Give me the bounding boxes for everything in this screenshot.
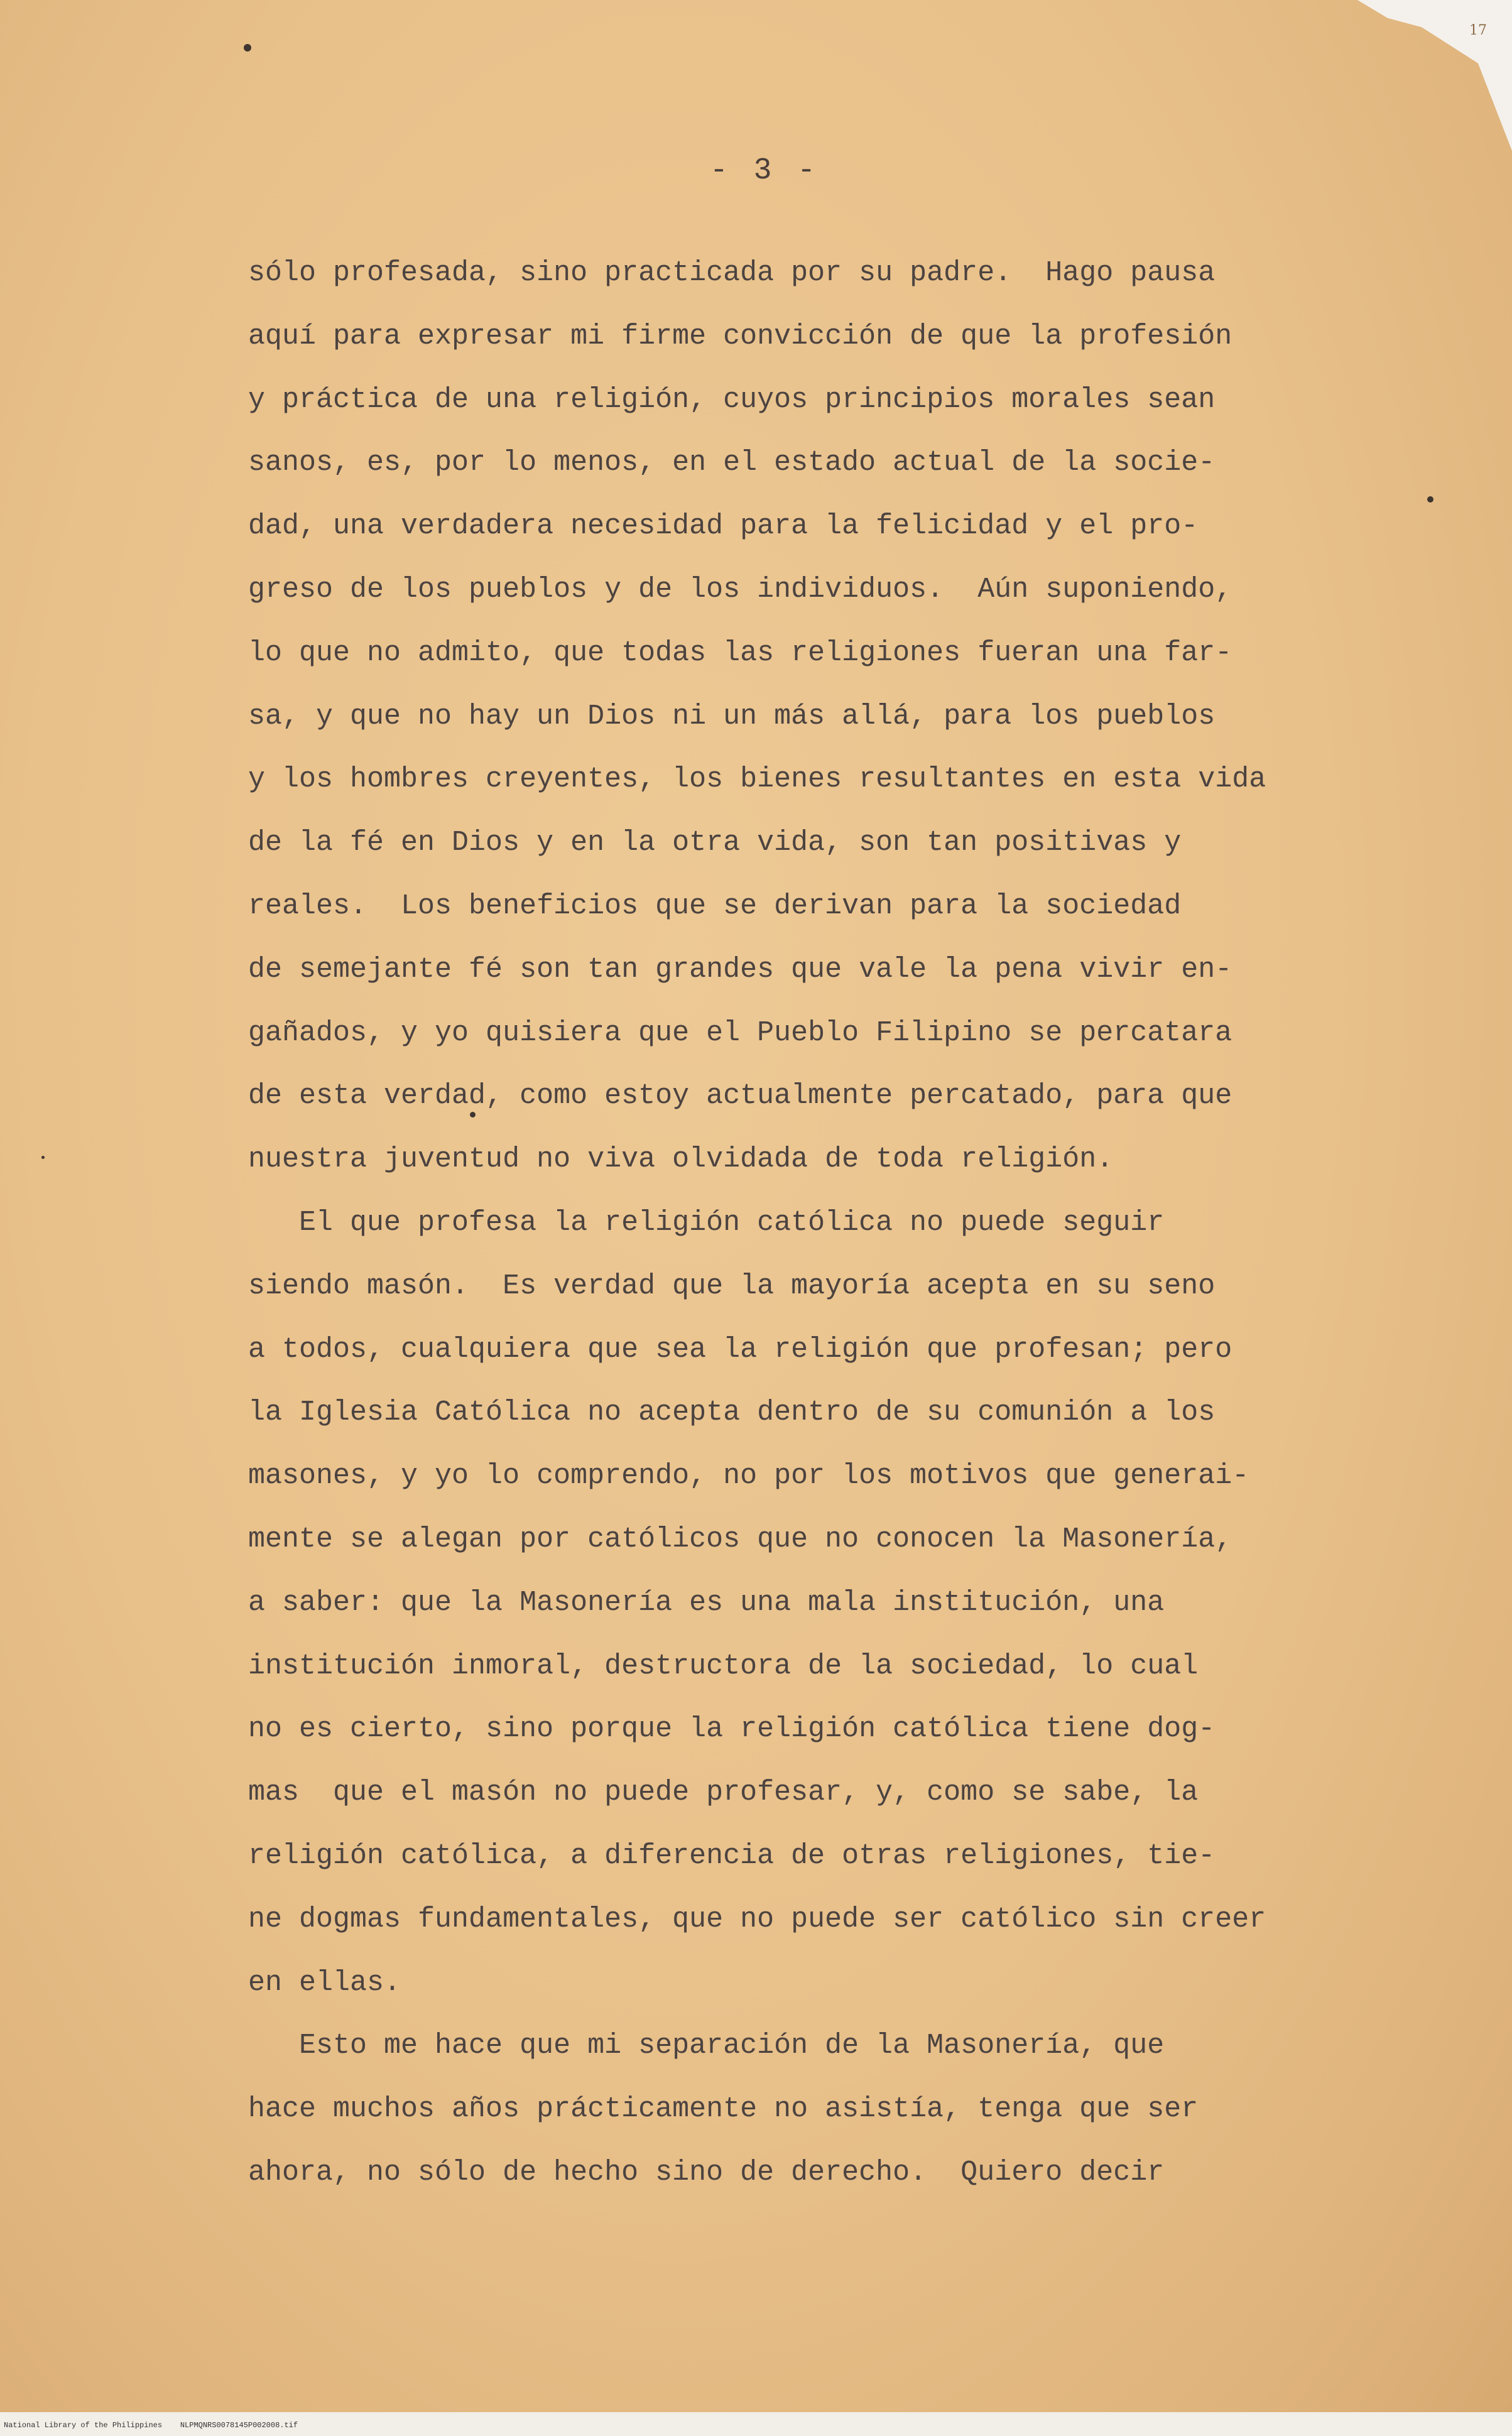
text-line: reales. Los beneficios que se derivan para la sociedad xyxy=(248,889,1182,922)
text-line: a todos, cualquiera que sea la religión que profesan; pero xyxy=(248,1333,1232,1366)
text-line: ne dogmas fundamentales, que no puede ser católico sin creer xyxy=(248,1903,1266,1935)
text-line: siendo masón. Es verdad que la mayoría acepta en su seno xyxy=(248,1270,1216,1302)
text-line: a saber: que la Masonería es una mala institución, una xyxy=(248,1586,1165,1619)
text-line: mente se alegan por católicos que no conocen la Masonería, xyxy=(248,1523,1232,1555)
text-line: religión católica, a diferencia de otras religiones, tie- xyxy=(248,1839,1216,1872)
text-line: sólo profesada, sino practicada por su padre. Hago pausa xyxy=(248,257,1216,289)
text-line: sa, y que no hay un Dios ni un más allá, para los pueblos xyxy=(248,700,1216,732)
text-line: masones, y yo lo comprendo, no por los motivos que generai- xyxy=(248,1460,1249,1493)
text-line: no es cierto, sino porque la religión católica tiene dog- xyxy=(248,1713,1216,1746)
archive-caption: National Library of the Philippines NLPMQNRS0078145P002008.tif xyxy=(4,2421,298,2430)
text-line: de esta verdad, como estoy actualmente percatado, para que xyxy=(248,1080,1232,1112)
corner-mark: 17 xyxy=(1469,23,1487,38)
text-line: lo que no admito, que todas las religiones fueran una far- xyxy=(248,636,1232,669)
text-line: Esto me hace que mi separación de la Masonería, que xyxy=(248,2030,1165,2062)
typewritten-letter-body xyxy=(248,242,1373,2205)
text-line: dad, una verdadera necesidad para la felicidad y el pro- xyxy=(248,510,1199,543)
ink-speck xyxy=(244,44,251,52)
text-line: de semejante fé son tan grandes que vale la pena vivir en- xyxy=(248,953,1232,986)
text-line: sanos, es, por lo menos, en el estado actual de la socie- xyxy=(248,447,1216,479)
text-line: aquí para expresar mi firme convicción de que la profesión xyxy=(248,320,1232,352)
scan-footer xyxy=(0,2412,1512,2436)
text-line: El que profesa la religión católica no puede seguir xyxy=(248,1206,1165,1239)
text-line: institución inmoral, destructora de la sociedad, lo cual xyxy=(248,1650,1199,1682)
text-line: de la fé en Dios y en la otra vida, son tan positivas y xyxy=(248,827,1182,859)
page-number: - 3 - xyxy=(710,154,820,188)
text-line: en ellas. xyxy=(248,1966,401,1999)
text-line: y práctica de una religión, cuyos principios morales sean xyxy=(248,383,1216,416)
text-line: y los hombres creyentes, los bienes resultantes en esta vida xyxy=(248,763,1266,796)
text-line: la Iglesia Católica no acepta dentro de su comunión a los xyxy=(248,1396,1216,1429)
text-line: nuestra juventud no viva olvidada de toda religión. xyxy=(248,1143,1114,1176)
ink-speck xyxy=(41,1156,45,1159)
text-line: gañados, y yo quisiera que el Pueblo Filipino se percatara xyxy=(248,1016,1232,1049)
text-line: hace muchos años prácticamente no asistía, tenga que ser xyxy=(248,2093,1199,2126)
text-line: greso de los pueblos y de los individuos. Aún suponiendo, xyxy=(248,573,1232,606)
text-line: ahora, no sólo de hecho sino de derecho. Quiero decir xyxy=(248,2156,1165,2189)
ink-speck xyxy=(1427,496,1433,503)
text-line: mas que el masón no puede profesar, y, como se sabe, la xyxy=(248,1776,1199,1809)
